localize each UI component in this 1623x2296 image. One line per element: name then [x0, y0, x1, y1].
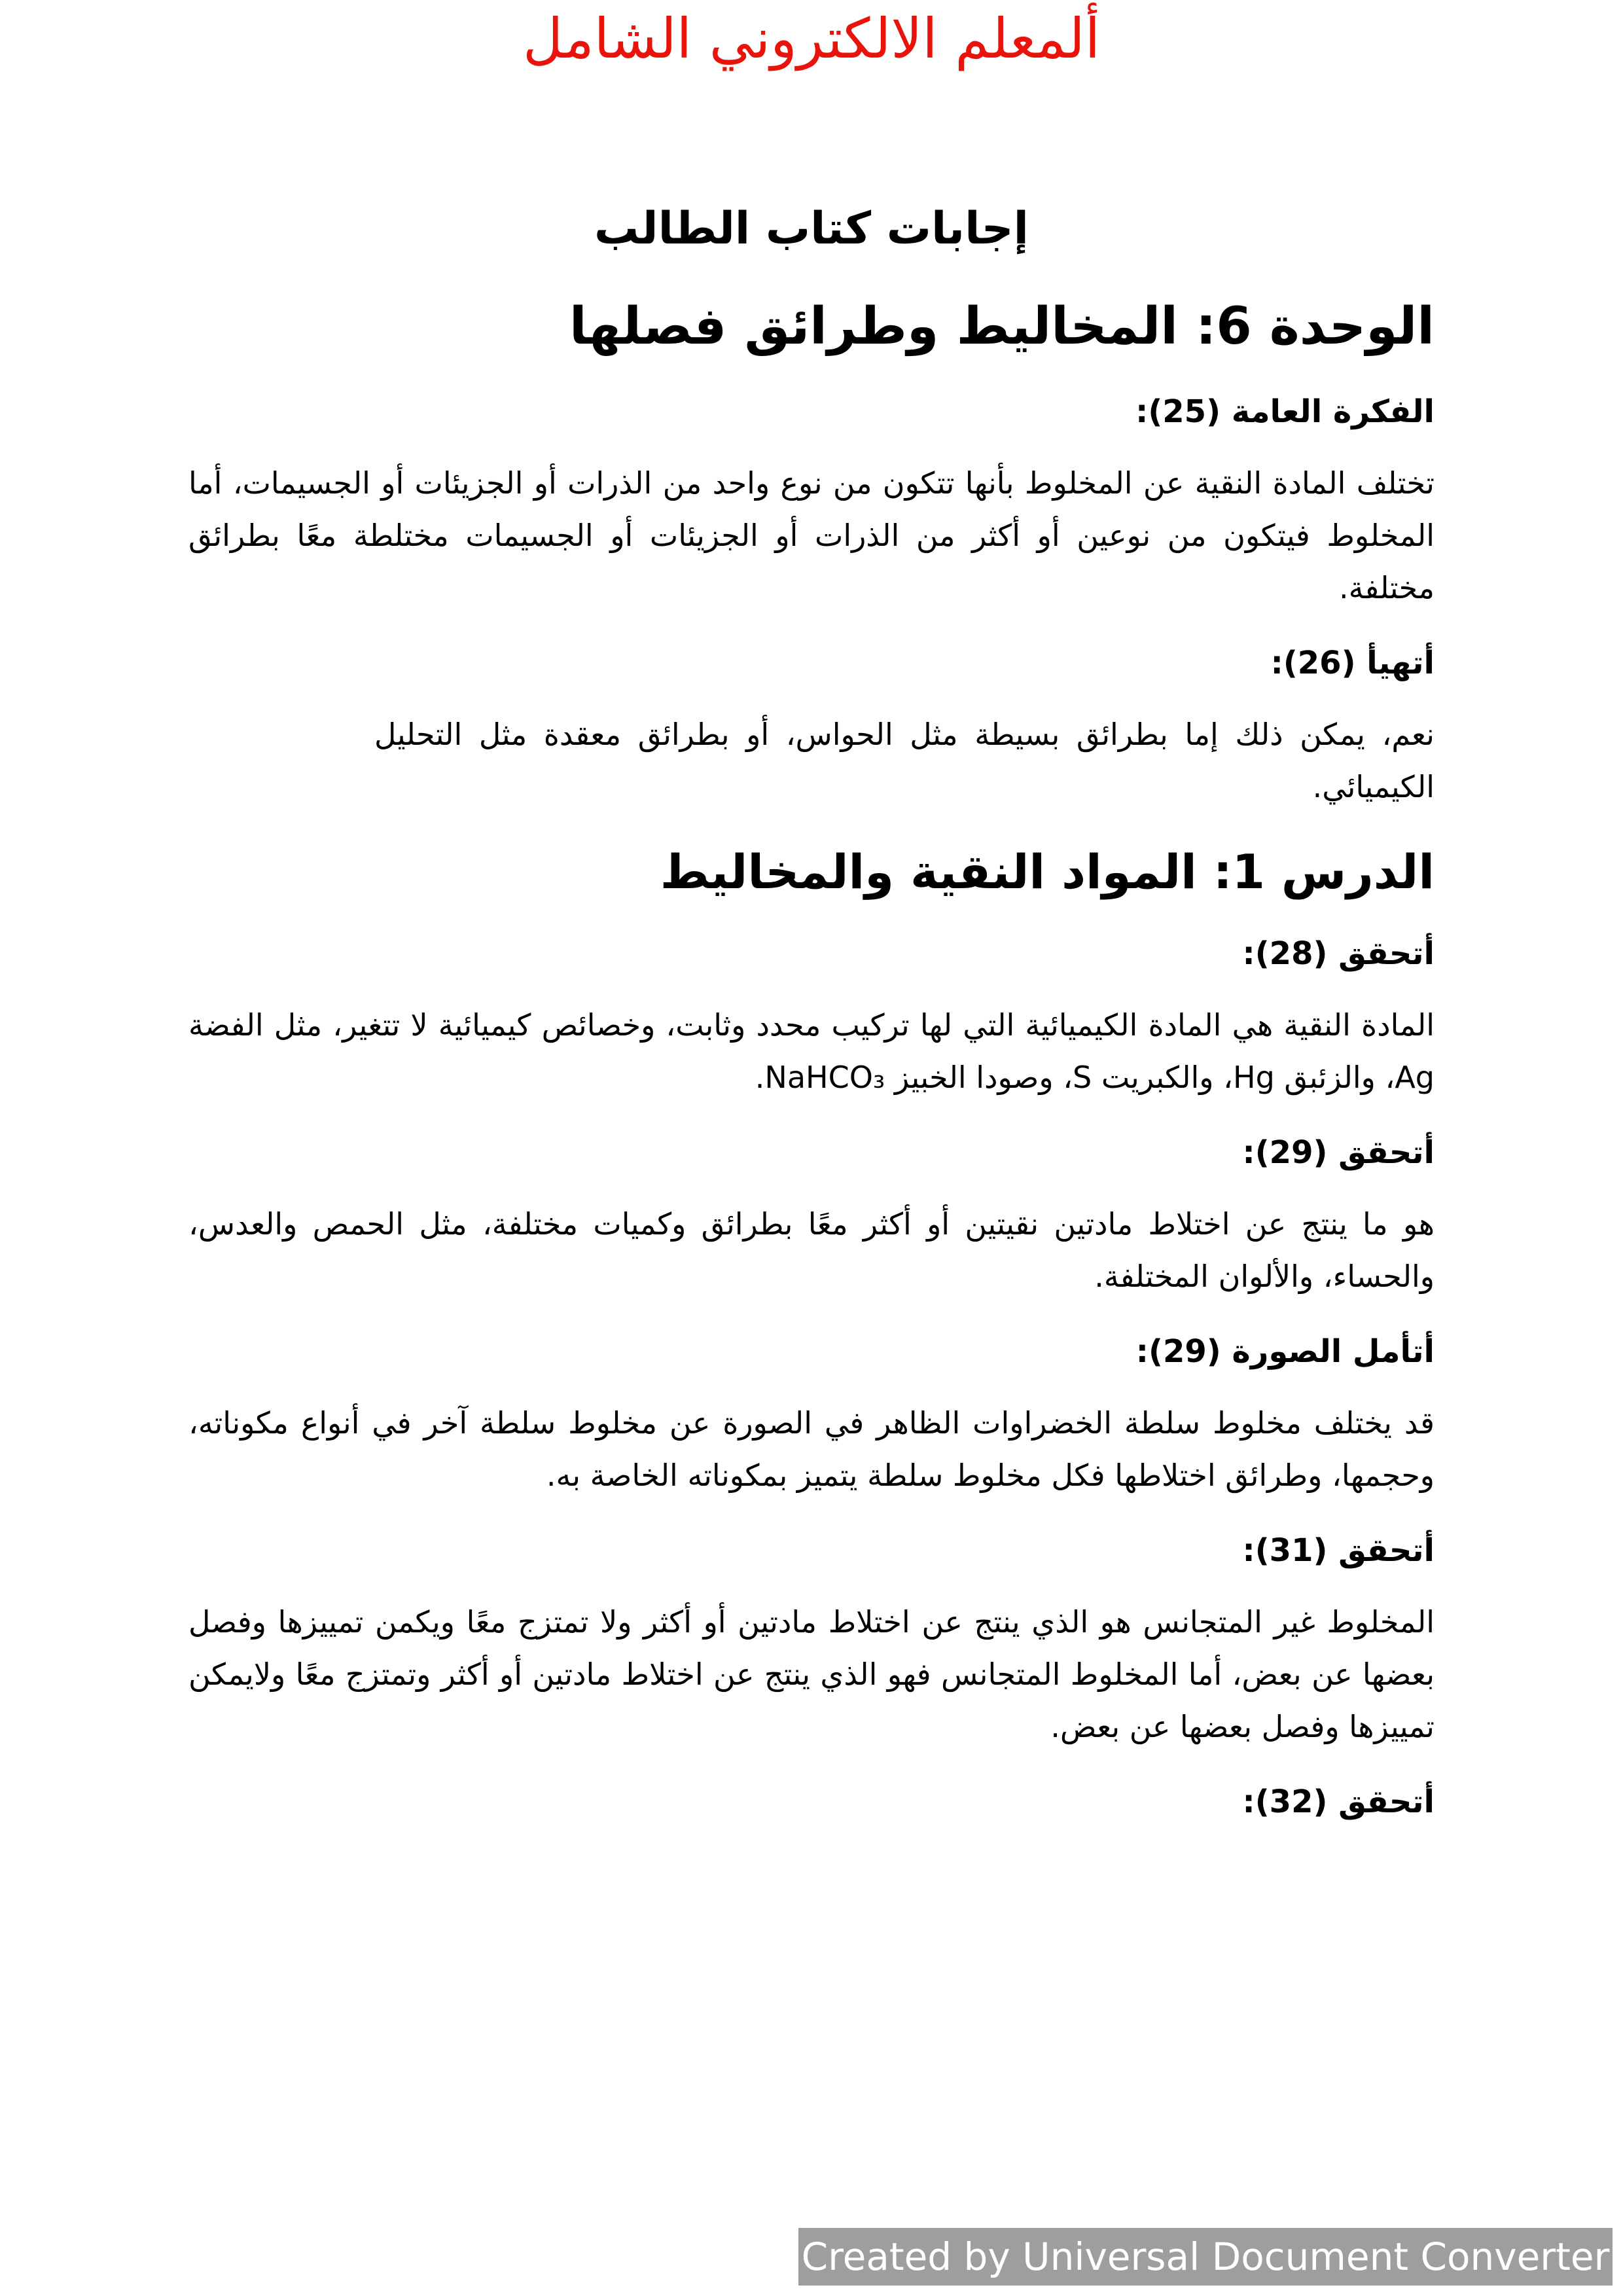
- section-answer-general-idea: تختلف المادة النقية عن المخلوط بأنها تتكون من نوع واحد من الذرات أو الجزيئات أو الجسيمات، أما المخلوط فيتكون من نوعين أو أكثر من الذرات أو الجزيئات أو الجسيمات مختلطة معًا بطرائق مختلفة.: [188, 465, 1435, 605]
- section-heading-general-idea: الفكرة العامة (25):: [1135, 393, 1435, 430]
- check-answer-29: هو ما ينتج عن اختلاط مادتين نقيتين أو أكثر معًا بطرائق وكميات مختلفة، مثل الحمص والعدس، والحساء، والألوان المختلفة.: [188, 1206, 1435, 1294]
- unit-title: الوحدة 6: المخاليط وطرائق فصلها: [569, 297, 1435, 356]
- converter-watermark: Created by Universal Document Converter: [798, 2228, 1613, 2286]
- site-title: ألمعلم الالكتروني الشامل: [522, 7, 1101, 71]
- check-heading-32: أتحقق (32):: [1242, 1784, 1435, 1820]
- document-title: إجابات كتاب الطالب: [594, 203, 1029, 255]
- picture-answer-29: قد يختلف مخلوط سلطة الخضراوات الظاهر في الصورة عن مخلوط سلطة آخر في أنواع مكوناته، وحجمها، وطرائق اختلاطها فكل مخلوط سلطة يتميز بمكوناته الخاصة به.: [188, 1405, 1435, 1493]
- check-answer-28: المادة النقية هي المادة الكيميائية التي لها تركيب محدد وثابت، وخصائص كيميائية لا تتغير، مثل الفضة Ag، والزئبق Hg، والكبريت S، وصودا الخبيز NaHCO₃.: [188, 1007, 1435, 1095]
- check-heading-29: أتحقق (29):: [1242, 1134, 1435, 1171]
- check-heading-28: أتحقق (28):: [1242, 935, 1435, 972]
- check-answer-31: المخلوط غير المتجانس هو الذي ينتج عن اختلاط مادتين أو أكثر ولا تمتزج معًا ويكمن تمييزها وفصل بعضها عن بعض، أما المخلوط المتجانس فهو الذي ينتج عن اختلاط مادتين أو أكثر وتمتزج معًا ولايمكن تمييزها وفصل بعضها عن بعض.: [188, 1604, 1435, 1744]
- section-heading-prepare: أتهيأ (26):: [1270, 645, 1435, 681]
- picture-heading-29: أتأمل الصورة (29):: [1135, 1333, 1435, 1370]
- document-body: [188, 196, 1435, 1847]
- check-heading-31: أتحقق (31):: [1242, 1532, 1435, 1569]
- section-answer-prepare: نعم، يمكن ذلك إما بطرائق بسيطة مثل الحواس، أو بطرائق معقدة مثل التحليل الكيميائي.: [374, 717, 1435, 804]
- lesson-title: الدرس 1: المواد النقية والمخاليط: [660, 844, 1435, 899]
